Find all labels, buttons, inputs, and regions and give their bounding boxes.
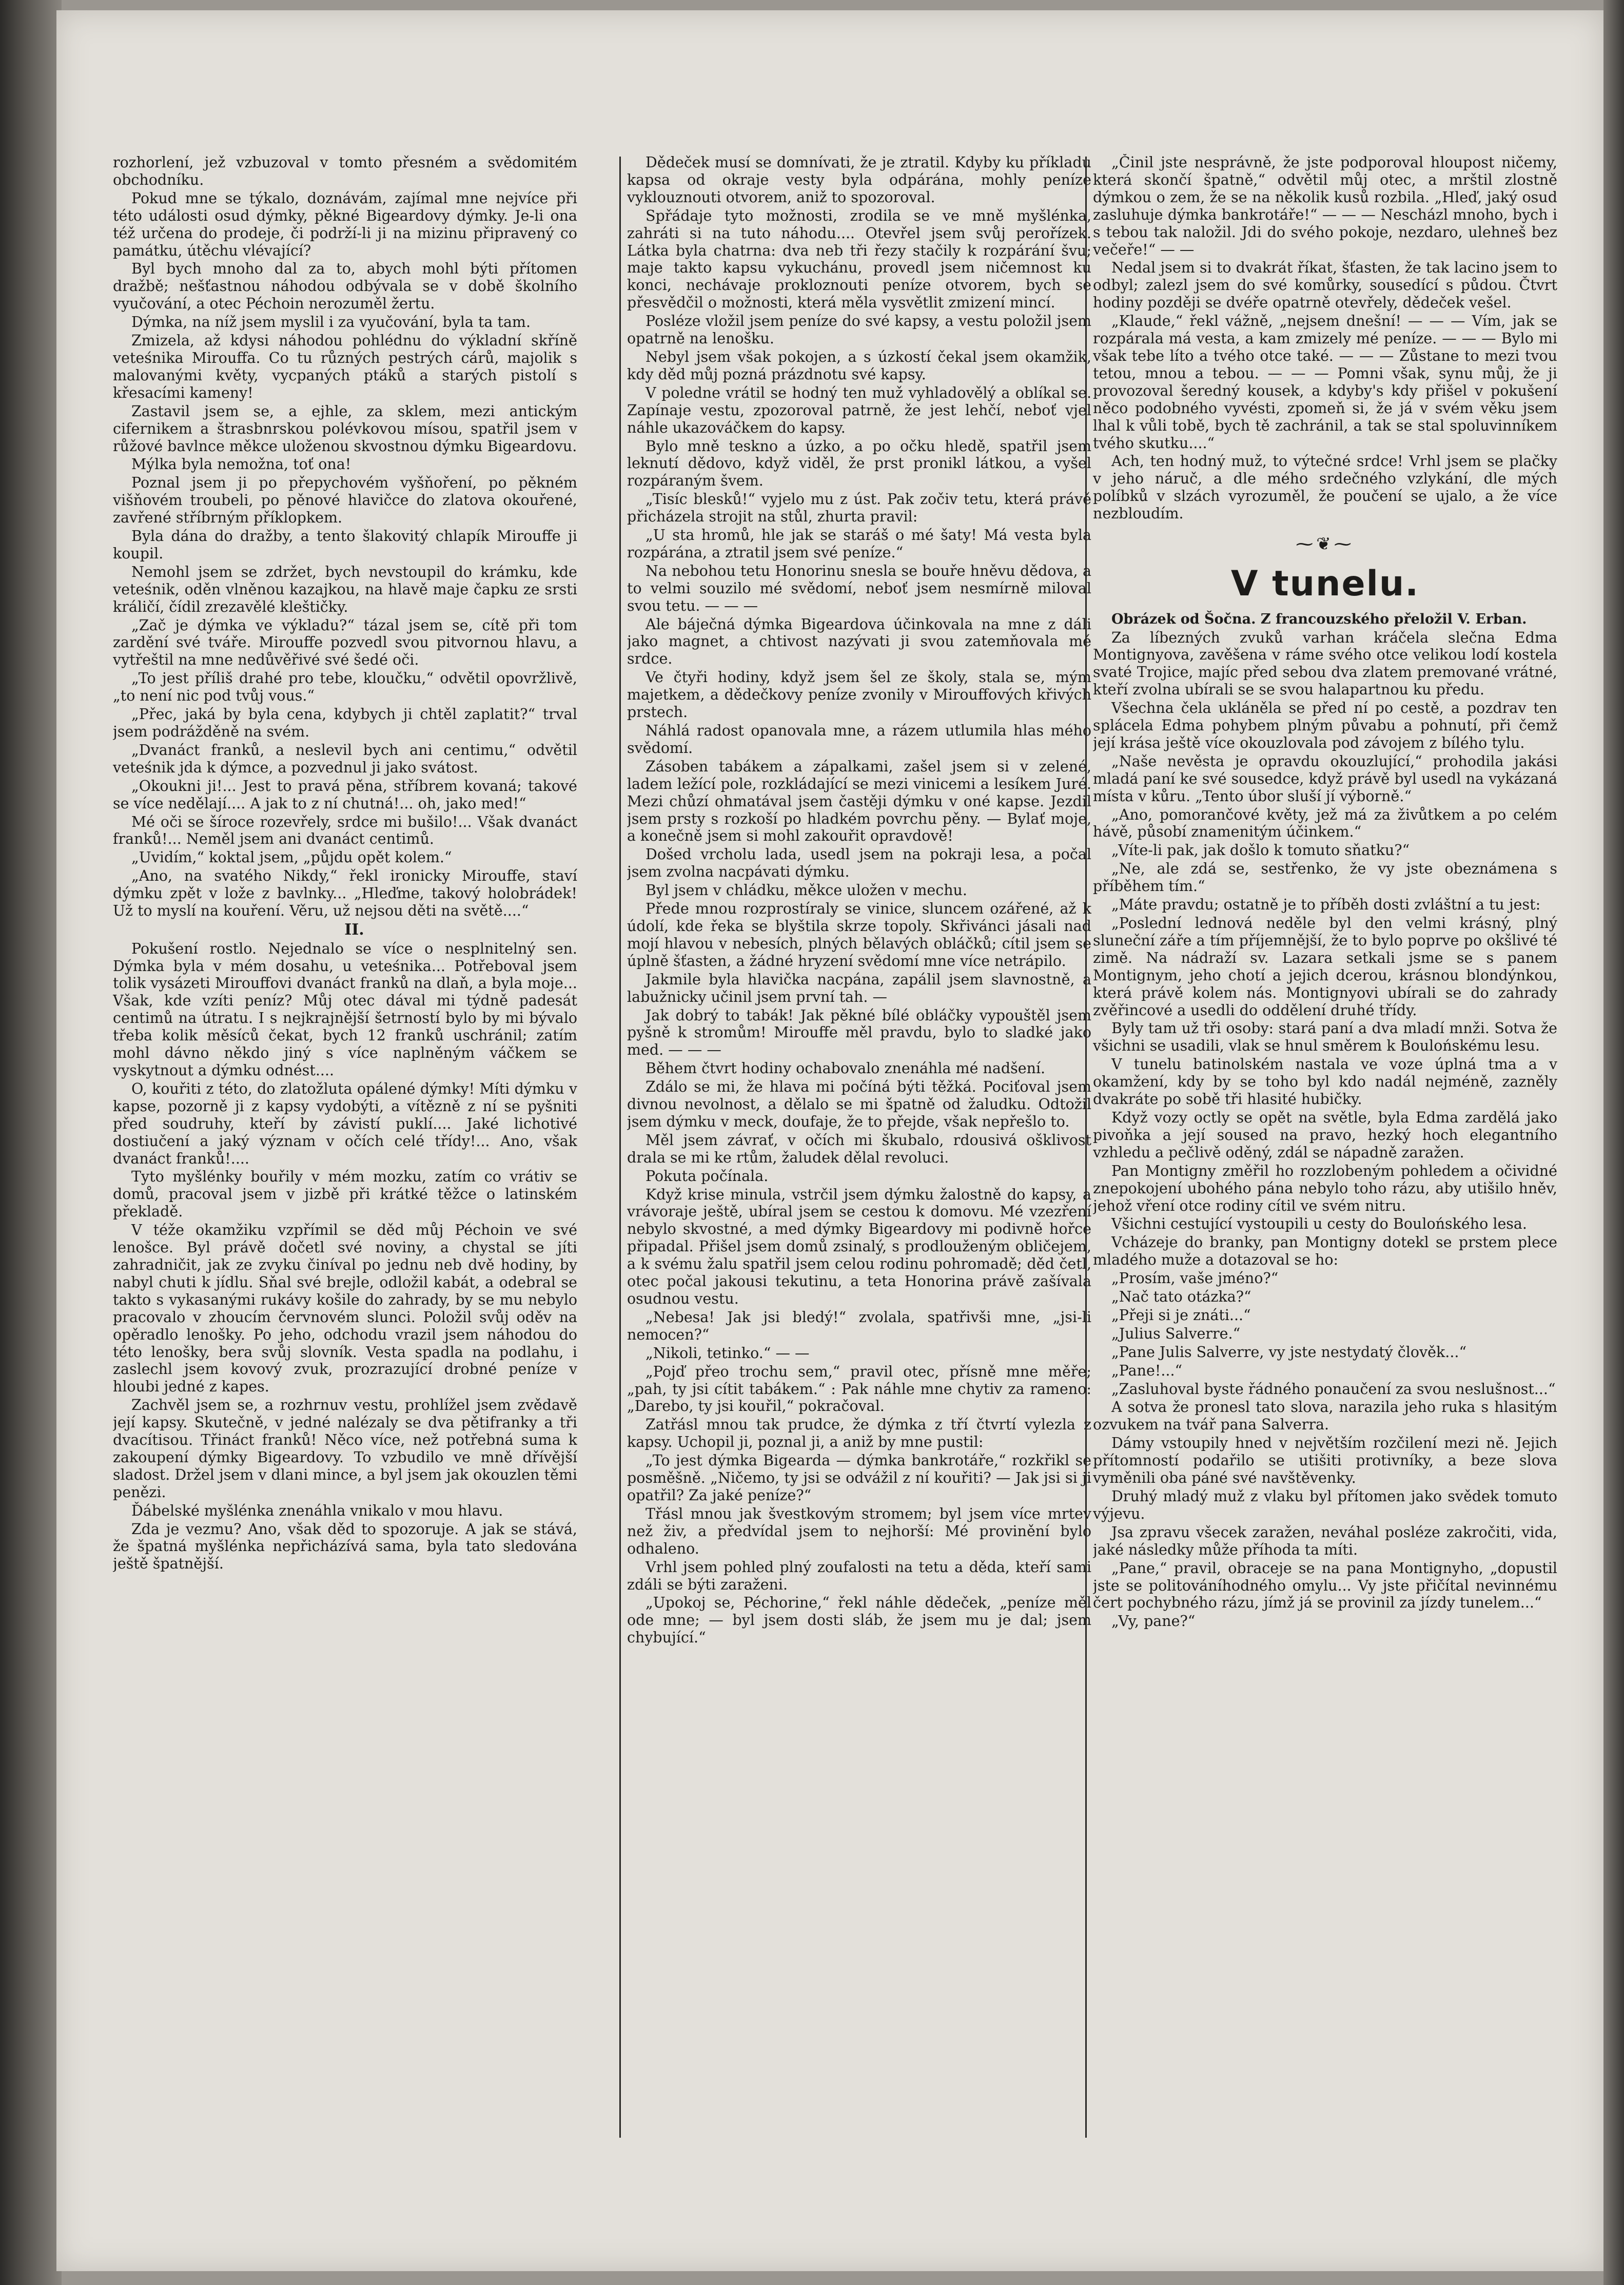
paragraph: Byly tam už tři osoby: stará paní a dva mladí mnži. Sotva že všichni se usadili, vlak se hnul směrem k Boulońskému lesu. xyxy=(1093,1020,1557,1055)
story-title: V tunelu. xyxy=(1230,564,1420,605)
scan-shadow-left xyxy=(0,0,62,2285)
paragraph: „Ne, ale zdá se, sestřenko, že vy jste obeznámena s příběhem tím.“ xyxy=(1093,860,1557,895)
paragraph: „Tisíc blesků!“ vyjelo mu z úst. Pak zočiv tetu, která právě přicházela strojit na stůl, zhurta pravil: xyxy=(627,491,1091,526)
paragraph: „Přec, jaká by byla cena, kdybych ji chtěl zaplatit?“ trval jsem podrážděně na svém. xyxy=(113,706,577,740)
paragraph: „To jest příliš drahé pro tebe, kloučku,“ odvětil opovržlivě, „to není nic pod tvůj vous.“ xyxy=(113,670,577,705)
paragraph: „Ano, na svatého Nikdy,“ řekl ironicky Mirouffe, staví dýmku zpět v lože z bavlnky... „Hleďme, takový holobrádek! Už to myslí na kouření. Věru, už nejsou děti na světě....“ xyxy=(113,867,577,920)
paragraph: „Nikoli, tetinko.“ — — xyxy=(645,1344,810,1362)
paragraph: „To jest dýmka Bigearda — dýmka bankrotáře,“ rozkřikl se posměšně. „Ničemo, ty jsi se odvážil z ní kouřiti? — Jak jsi si ji opatřil? Za jaké peníze?“ xyxy=(627,1452,1091,1504)
paragraph: Dědeček musí se domnívati, že je ztratil. Kdyby ku příkladu kapsa od okraje vesty byla odpárána, mohly peníze vyklouznouti otvorem, aniž to spozoroval. xyxy=(627,154,1091,206)
text-column-3 xyxy=(1093,154,1557,2125)
paragraph: V poledne vrátil se hodný ten muž vyhladovělý a oblíkal se. Zapínaje vestu, zpozoroval patrně, že jest lehčí, neboť vjel náhle ukazováčkem do kapsy. xyxy=(627,384,1091,436)
paragraph: Během čtvrt hodiny ochabovalo znenáhla mé nadšení. xyxy=(645,1060,1046,1077)
paragraph: „Naše nevěsta je opravdu okouzlující,“ prohodila jakási mladá paní ke své sousedce, když právě byl usedl na vykázaná místa v kůru. „Tento úbor sluší jí výborně.“ xyxy=(1093,752,1557,805)
paragraph: A sotva že pronesl tato slova, narazila jeho ruka s hlasitým ozvukem na tvář pana Salverra. xyxy=(1093,1399,1557,1434)
paragraph: Když krise minula, vstrčil jsem dýmku žalostně do kapsy, a vrávoraje ještě, ubíral jsem se cestou k domovu. Mé vzezření nebylo skvostné, a med dýmky Bigeardovy mi podivně hořce připadal. Přišel jsem domů zsinalý, s prodlouženým obličejem, a k svému žalu spatřil jsem celou rodinu pohromadě; děd četl, otec počal jakousi tekutinu, a teta Honorina právě zašívala osudnou vestu. xyxy=(627,1186,1091,1307)
text-column-1 xyxy=(113,154,577,2153)
paragraph: Druhý mladý muž z vlaku byl přítomen jako svědek tomuto výjevu. xyxy=(1093,1488,1557,1522)
paragraph: Poznal jsem ji po přepychovém vyšňoření, po pěkném višňovém troubeli, po pěnové hlavičce do zlatova okouřené, zavřené stříbrným příklopkem. xyxy=(113,474,577,527)
paragraph: „Nebesa! Jak jsi bledý!“ zvolala, spatřivši mne, „jsi-li nemocen?“ xyxy=(627,1308,1091,1343)
paragraph: Nemohl jsem se zdržet, bych nevstoupil do krámku, kde veteśnik, oděn vlněnou kazajkou, na hlavě maje čapku ze srsti králičí, čídil zrezavělé kleštičky. xyxy=(113,563,577,615)
paragraph: Ve čtyři hodiny, když jsem šel ze školy, stala se, mým majetkem, a dědečkovy peníze zvonily v Mirouffových křivých prstech. xyxy=(627,669,1091,721)
paragraph: Pokuta počínala. xyxy=(645,1167,769,1185)
paragraph: rozhorlení, jež vzbuzoval v tomto přesném a svědomitém obchodníku. xyxy=(113,154,577,188)
paragraph: Vcházeje do branky, pan Montigny dotekl se prstem plece mladého muže a dotazoval se ho: xyxy=(1093,1234,1557,1269)
paragraph: „Zasluhoval byste řádného ponaučení za svou neslušnost...“ xyxy=(1111,1380,1556,1398)
paragraph: Ďábelské myšlénka znenáhla vnikalo v mou hlavu. xyxy=(131,1502,503,1519)
paragraph: „Nač tato otázka?“ xyxy=(1111,1288,1251,1306)
paragraph: „Pane!...“ xyxy=(1111,1362,1183,1379)
paragraph: Nebyl jsem však pokojen, a s úzkostí čekal jsem okamžik, kdy děd můj pozná prázdnotu své kapsy. xyxy=(627,348,1091,383)
paragraph: Všichni cestující vystoupili u cesty do Boulońského lesa. xyxy=(1111,1215,1527,1233)
paragraph: Zatřásl mnou tak prudce, že dýmka z tří čtvrtí vylezla z kapsy. Uchopil ji, poznal ji, a aniž by mne pustil: xyxy=(627,1416,1091,1451)
paragraph: „Pane,“ pravil, obraceje se na pana Montignyho, „dopustil jste se politováníhodného omylu... Vy jste přičítal nevinnému čert pochybného rázu, jímž já se provinil za jízdy tunelem...“ xyxy=(1093,1559,1557,1612)
paragraph: Všechna čela ukláněla se před ní po cestě, a pozdrav ten splácela Edma pohybem plným půvabu a pohnutí, při čemž její krása ještě více okouzlovala pod závojem z bílého tylu. xyxy=(1093,700,1557,751)
paragraph: „Vy, pane?“ xyxy=(1111,1613,1196,1630)
paragraph: Vrhl jsem pohled plný zoufalosti na tetu a děda, kteří sami zdáli se býti zaraženi. xyxy=(627,1558,1091,1593)
paragraph: Ale báječná dýmka Bigeardova účinkovala na mne z dáli jako magnet, a chtivost nazývati ji svou zatemňovala mé srdce. xyxy=(627,615,1091,668)
paragraph: Posléze vložil jsem peníze do své kapsy, a vestu položil jsem opatrně na lenošku. xyxy=(627,313,1091,347)
column-rule-1 xyxy=(619,157,621,2138)
story-byline: Obrázek od Šočna. Z francouzského přeložil V. Erban. xyxy=(1111,611,1527,628)
paragraph: Jsa zpravu všecek zaražen, neváhal posléze zakročiti, vida, jaké následky může příhoda ta míti. xyxy=(1093,1523,1557,1558)
paragraph: Dýmka, na níž jsem myslil i za vyučování, byla ta tam. xyxy=(131,314,531,331)
paragraph: Zásoben tabákem a zápalkami, zašel jsem si v zelené, ladem ležící pole, rozkládající se mezi vinicemi a lesíkem Juré. Mezi chůzí ohmatával jsem častěji dýmku v oné kapse. Jezdil jsem prsty s rozkoší po hladkém povrchu pěny. — Bylať moje, a konečně jsem si mohl zakouřit opravdově! xyxy=(627,758,1091,845)
paragraph: „Ano, pomorančové květy, jež má za živůtkem a po celém hávě, působí znamenitým účinkem.“ xyxy=(1093,806,1557,841)
paragraph: „Činil jste nesprávně, že jste podporoval hloupost ničemy, která skončí špatně,“ odvětil můj otec, a mrštil zlostně dýmkou o zem, že se na několik kusů rozbila. „Hleď, jaký osud zasluhuje dýmka bankrotáře!“ — — — Nescházl mnoho, bych i s tebou tak naložil. Jdi do svého pokoje, nezdaro, ulehneš bez večeře!“ — — xyxy=(1093,154,1557,258)
paragraph: Jak dobrý to tabák! Jak pěkné bílé obláčky vypouštěl jsem pyšně k stromům! Mirouffe měl pravdu, bylo to sladké jako med. — — — xyxy=(627,1006,1091,1059)
paragraph: Měl jsem závrať, v očích mi škubalo, rdousivá ošklivost drala se mi ke rtům, žaludek dělal revoluci. xyxy=(627,1131,1091,1166)
paragraph: Zmizela, až kdysi náhodou pohlédnu do výkladní skříně veteśnika Mirouffa. Co tu různých pestrých cárů, majolik s malovanými květy, vycpaných ptáků a starých pistolí s křesacími kameny! xyxy=(113,332,577,401)
paragraph: Bylo mně teskno a úzko, a po očku hledě, spatřil jsem leknutí dědovo, když viděl, že prst pronikl látkou, a vyšel rozpáraným švem. xyxy=(627,437,1091,490)
paragraph: „Zač je dýmka ve výkladu?“ tázal jsem se, cítě při tom zardění své tváře. Mirouffe pozvedl svou pitvornou hlavu, a vytřeštil na mne nedůvěřivé své šedé oči. xyxy=(113,616,577,669)
text-column-2 xyxy=(627,154,1091,2125)
paragraph: „Pojď přeo trochu sem,“ pravil otec, přísně mne měře; „pah, ty jsi cítit tabákem.“ : Pak náhle mne chytiv za rameno: „Darebo, ty jsi kouřil,“ pokračoval. xyxy=(627,1363,1091,1415)
paragraph: Zda je vezmu? Ano, však děd to spozoruje. A jak se stává, že špatná myšlénka nepřicházívá sama, byla tato sledována ještě špatnější. xyxy=(113,1520,577,1573)
paragraph: O, kouřiti z této, do zlatožluta opálené dýmky! Míti dýmku v kapse, pozorně ji z kapsy vydobýti, a vítězně z ní se pyšniti před soudruhy, kteří by závistí puklí.... Jaké lichotivé dostiučení a jaký význam v očích celé třídy!... Ano, však dvanáct franků!.... xyxy=(113,1080,577,1167)
paragraph: Byl jsem v chládku, měkce uložen v mechu. xyxy=(645,882,967,899)
paragraph: Třásl mnou jak švestkovým stromem; byl jsem více mrtev než živ, a předvídal jsem to nejhorší: Mé provinění bylo odhaleno. xyxy=(627,1505,1091,1557)
paragraph: Pokušení rostlo. Nejednalo se více o nesplnitelný sen. Dýmka byla v mém dosahu, u veteśnika... Potřeboval jsem tolik vysázeti Mirouffovi dvanáct franků na dlaň, a byla moje... Však, kde vzíti peníz? Můj otec dával mi týdně padesát centimů na útratu. I s nejkrajnější šetrností bylo by mi bývalo třeba kolik měsíců čekat, bych 12 franků uschránil; zatím mohl dávno někdo jiný s více naplněným váčkem se vyskytnout a dýmku odnést.... xyxy=(113,940,577,1079)
paragraph: „Máte pravdu; ostatně je to příběh dosti zvláštní a tu jest: xyxy=(1111,896,1541,914)
story-body xyxy=(1093,629,1557,1631)
paragraph: Mé oči se šíroce rozevřely, srdce mi bušilo!... Však dvanáct franků!... Neměl jsem ani dvanáct centimů. xyxy=(113,813,577,848)
paragraph: Byl bych mnoho dal za to, abych mohl býti přítomen dražbě; nešťastnou náhodou odbývala se v době školního vyučování, a otec Péchoin nerozuměl žertu. xyxy=(113,260,577,313)
paragraph: „Dvanáct franků, a neslevil bych ani centimu,“ odvětil veteśnik jda k dýmce, a pozvednul ji jako svátost. xyxy=(113,741,577,776)
paragraph: Zastavil jsem se, a ejhle, za sklem, mezi antickým cifernikem a štrasbnrskou polévkovou mísou, spatřil jsem v růžové bavlnce měkce uloženou skvostnou dýmku Bigeardovu. xyxy=(113,402,577,455)
paragraph: V tunelu batinolském nastala ve voze úplná tma a v okamžení, kdy by se toho byl kdo nadál nejméně, zazněly dvakráte po sobě tři hlasité hubičky. xyxy=(1093,1056,1557,1108)
paragraph: Na nebohou tetu Honorinu snesla se bouře hněvu dědova, a to velmi souzilo mé svědomí, neboť jsem nesmírně miloval svou tetu. — — — xyxy=(627,562,1091,614)
paragraph: „Klaude,“ řekl vážně, „nejsem dnešní! — — — Vím, jak se rozpárala má vesta, a kam zmizely mé peníze. — — — Bylo mi však tebe líto a tvého otce také. — — — Zůstane to mezi tvou tetou, mnou a tebou. — — — Pomni však, synu můj, že ji provozoval šeredný kousek, a kdyby's kdy přišel v pokušení něco podobného vyvésti, zpomeň si, že já v svém věku jsem lhal k vůli tobě, bych tě zachránil, a tak se stal spoluvinníkem tvého skutku....“ xyxy=(1093,313,1557,452)
paragraph: Nedal jsem si to dvakrát říkat, šťasten, že tak lacino jsem to odbyl; zalezl jsem do své komůrky, sousedící s půdou. Čtvrt hodiny později se dvéře opatrně otevřely, dědeček vešel. xyxy=(1093,259,1557,312)
paragraph: „Poslední lednová neděle byl den velmi krásný, plný sluneční záře a tím příjemnější, že to bylo poprve po okšlivé té zimě. Na nádraží sv. Lazara setkali jsme se s panem Montignym, jeho chotí a jejich dcerou, krásnou blondýnkou, která právě kolem nás. Montignyovi ubírali se do zahrady zvěřincové a usedli do oddělení druhé třídy. xyxy=(1093,915,1557,1019)
paragraph: Tyto myšlénky bouřily v mém mozku, zatím co vrátiv se domů, pracoval jsem v jizbě při krátké těžce o latinském překladě. xyxy=(113,1168,577,1221)
paragraph: „Pane Julis Salverre, vy jste nestydatý člověk...“ xyxy=(1111,1343,1467,1361)
story-ending xyxy=(1093,154,1557,522)
paragraph: Zdálo se mi, že hlava mi počíná býti těžká. Pociťoval jsem divnou nevolnost, a dělalo se mi špatně od žaludku. Odtožil jsem dýmku v meck, doufaje, že to přejde, však nepřešlo to. xyxy=(627,1078,1091,1130)
paragraph: Zachvěl jsem se, a rozhrnuv vestu, prohlížel jsem zvědavě její kapsy. Skutečně, v jedné nalézaly se dva pětifranky a tři dvacítisou. Třináct franků! Něco více, než potřebná suma k zakoupení dýmky Bigeardovy. To vzbudilo ve mně dřívější sladost. Držel jsem v dlani mince, a byl jsem jak okouzlen těmi penězi. xyxy=(113,1397,577,1501)
paragraph: V téže okamžiku vzpřímil se děd můj Péchoin ve své lenošce. Byl právě dočetl své noviny, a chystal se jíti zahradničit, jak ze zvyku činíval po jednu neb dvě hodiny, by nabyl chuti k jídlu. Sňal své brejle, odložil kabát, a odebral se takto s vykasanými rukávy košile do zahrady, by se mu nebylo pracovalo v zhoucím červnovém slunci. Položil svůj oděv na opěradlo lenošky. Po jeho, odchodu vrazil jsem náhodou do této lenošky, bera svůj slovník. Vesta spadla na podlahu, i zaslechl jsem kovový zvuk, prozrazující drobné peníze v hloubi jedné z kapes. xyxy=(113,1222,577,1396)
paragraph: Za líbezných zvuků varhan kráčela slečna Edma Montignyova, zavěšena v ráme svého otce velikou lodí kostela svaté Trojice, majíc před sebou dva zlatem premované vrátné, kteří zvolna ubírali se se svou halapartnou ku předu. xyxy=(1093,629,1557,699)
paragraph: Dámy vstoupily hned v největším rozčilení mezi ně. Jejich přítomností podařilo se utišiti protivníky, a beze slova vyměnili oba páné své navštěvenky. xyxy=(1093,1435,1557,1487)
scan-shadow-right xyxy=(1603,0,1624,2285)
paragraph: Spřádaje tyto možnosti, zrodila se ve mně myšlénka, zahráti si na tuto náhodu.... Otevřel jsem svůj perořízek. Látka byla chatrna: dva neb tři řezy stačily k rozpárání švu; maje takto kapsu vykuchánu, provedl jsem ničemnost ku konci, nechávaje prokloznouti peníze otvorem, bych se přesvědčil o možnosti, která měla vysvětlit zmizení mincí. xyxy=(627,207,1091,312)
paragraph: Přede mnou rozprostíraly se vinice, sluncem ozářené, až k údolí, kde řeka se blyštila skrze topoly. Skřivánci jásali nad mojí hlavou v nebesích, plných bělavých obláčků; cítil jsem se úplně šťasten, a žádné hryzení svědomí mne více netrápilo. xyxy=(627,900,1091,970)
paragraph: „Okoukni ji!... Jest to pravá pěna, stříbrem kovaná; takové se více nedělají.... A jak to z ní chutná!... oh, jako med!“ xyxy=(113,777,577,812)
paragraph: Náhlá radost opanovala mne, a rázem utlumila hlas mého svědomí. xyxy=(627,722,1091,757)
paragraph: Ach, ten hodný muž, to výtečné srdce! Vrhl jsem se plačky v jeho náruč, a dle mého srdečného vzlykání, dle mých políbků v slzách vyrozuměl, že poučení se ujalo, a že více nezbloudím. xyxy=(1093,453,1557,522)
paragraph: Pan Montigny změřil ho rozzlobeným pohledem a očividné znepokojení ubohého pána nebylo toho rázu, aby utišilo hněv, jehož vření otce rodiny cítil ve svém nitru. xyxy=(1093,1162,1557,1214)
paragraph: „Uvidím,“ koktal jsem, „půjdu opět kolem.“ xyxy=(131,849,452,866)
paragraph: Došed vrcholu lada, usedl jsem na pokraji lesa, a počal jsem zvolna nacpávati dýmku. xyxy=(627,846,1091,881)
paragraph: Jakmile byla hlavička nacpána, zapálil jsem slavnostně, a labužnicky učinil jsem první tah. — xyxy=(627,971,1091,1005)
section-number: II. xyxy=(344,920,364,939)
paragraph: Když vozy octly se opět na světle, byla Edma zardělá jako pivoňka a její soused na pravo, hezký hoch elegantního vzhledu a pečlivě oděný, zdál se nápadně zaražen. xyxy=(1093,1109,1557,1161)
paragraph: Mýlka byla nemožna, toť ona! xyxy=(131,456,351,473)
paragraph: „Upokoj se, Péchorine,“ řekl náhle dědeček, „peníze měl ode mne; — byl jsem dosti sláb, že jsem mu je dal; jsem chybující.“ xyxy=(627,1594,1091,1647)
section-ornament: ⁓❦⁓ xyxy=(1296,534,1355,555)
paragraph: Pokud mne se týkalo, doznávám, zajímal mne nejvíce při této události osud dýmky, pěkné Bigeardovy dýmky. Je-li ona též určena do prodeje, či podrží-li ji na mizinu připravený co památku, útěchu vlévající? xyxy=(113,189,577,259)
paragraph: „U sta hromů, hle jak se staráš o mé šaty! Má vesta byla rozpárána, a ztratil jsem své peníze.“ xyxy=(627,527,1091,561)
paragraph: „Víte-li pak, jak došlo k tomuto sňatku?“ xyxy=(1111,842,1410,859)
paragraph: „Přeji si je znáti...“ xyxy=(1111,1306,1251,1324)
paragraph: „Julius Salverre.“ xyxy=(1111,1325,1241,1342)
paragraph: „Prosím, vaše jméno?“ xyxy=(1111,1270,1279,1287)
paragraph: Byla dána do dražby, a tento šlakovitý chlapík Mirouffe ji koupil. xyxy=(113,528,577,562)
